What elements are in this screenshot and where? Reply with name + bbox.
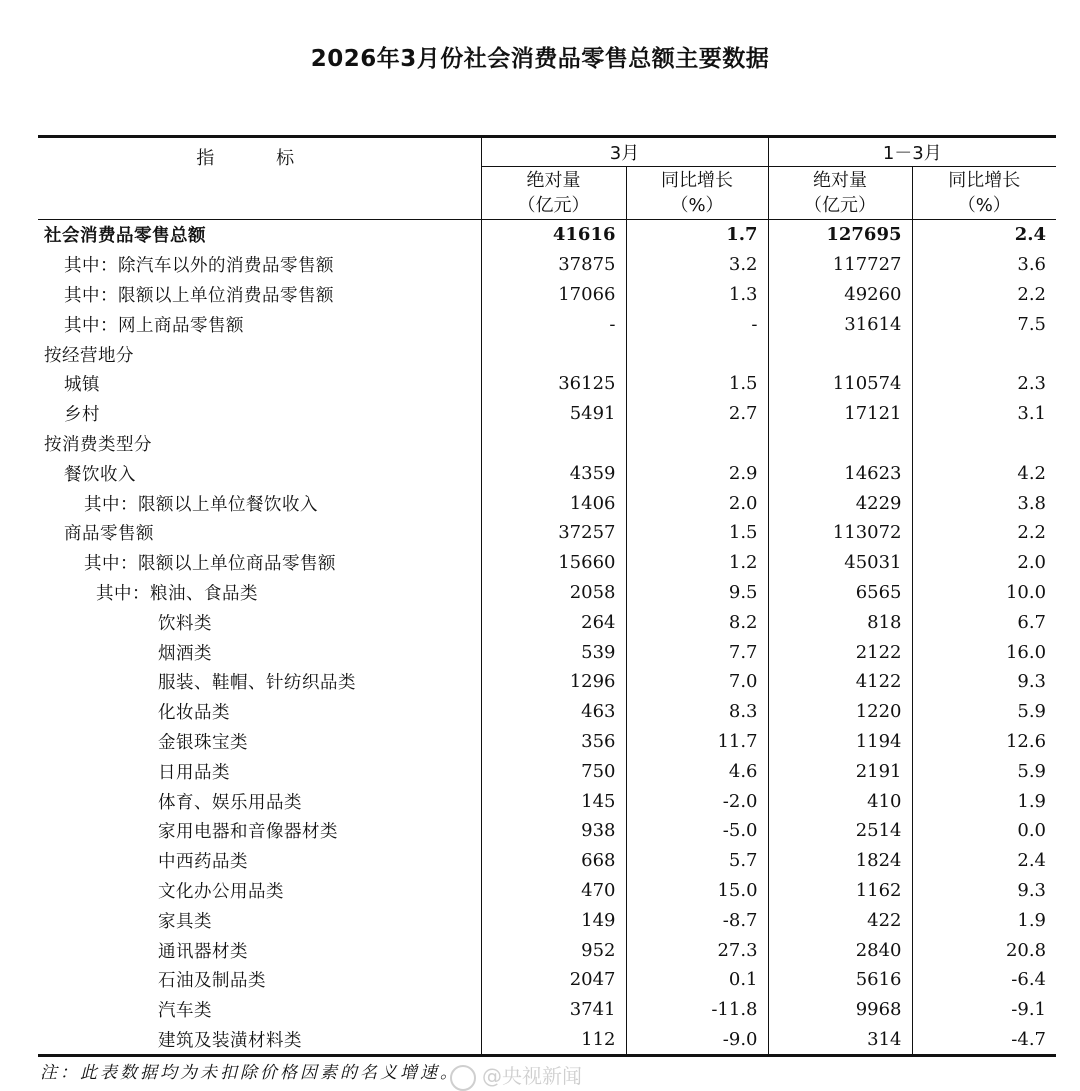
q1-yoy-cell: 2.0 — [912, 548, 1056, 578]
march-abs-cell: 37875 — [481, 250, 626, 280]
table-row — [38, 488, 1056, 518]
row-label: 家用电器和音像器材类 — [158, 822, 338, 843]
table-row — [38, 876, 1056, 906]
q1-yoy-cell: 2.4 — [912, 220, 1056, 250]
table-row — [38, 667, 1056, 697]
q1-abs-cell: 1162 — [768, 876, 912, 906]
table-row — [38, 250, 1056, 280]
march-yoy-cell: 4.6 — [626, 756, 768, 786]
march-yoy-cell: -5.0 — [626, 816, 768, 846]
march-abs-cell: 112 — [481, 1025, 626, 1056]
q1-yoy-cell: 3.1 — [912, 399, 1056, 429]
table-row — [38, 637, 1056, 667]
march-abs-cell: 37257 — [481, 518, 626, 548]
q1-abs-cell: 117727 — [768, 250, 912, 280]
march-abs-cell: 2047 — [481, 965, 626, 995]
abs-unit-title: 绝对量 — [813, 170, 868, 191]
footnote: 注：此表数据均为未扣除价格因素的名义增速。 — [40, 1063, 460, 1083]
q1-yoy-cell: 9.3 — [912, 876, 1056, 906]
q1-yoy-cell: 16.0 — [912, 637, 1056, 667]
q1-yoy-cell: 20.8 — [912, 935, 1056, 965]
q1-abs-cell: 4229 — [768, 488, 912, 518]
march-abs-cell: 2058 — [481, 578, 626, 608]
march-yoy-cell: 1.5 — [626, 518, 768, 548]
q1-abs-cell: 127695 — [768, 220, 912, 250]
indicator-header: 指 标 — [38, 137, 481, 220]
table-row — [38, 965, 1056, 995]
col-header-march-yoy — [626, 167, 768, 220]
march-yoy-cell: 2.9 — [626, 458, 768, 488]
march-abs-cell: 463 — [481, 697, 626, 727]
watermark-text: @央视新闻 — [482, 1064, 582, 1088]
q1-yoy-cell: 2.2 — [912, 280, 1056, 310]
march-yoy-cell: -11.8 — [626, 995, 768, 1025]
march-abs-cell: 36125 — [481, 369, 626, 399]
group-header-q1: 1－3月 — [768, 137, 1056, 167]
yoy-title: 同比增长 — [661, 170, 733, 191]
q1-abs-cell: 410 — [768, 786, 912, 816]
q1-yoy-cell: -6.4 — [912, 965, 1056, 995]
march-abs-cell — [481, 339, 626, 369]
row-label: 其中：限额以上单位餐饮收入 — [84, 494, 318, 515]
table-row — [38, 369, 1056, 399]
row-label: 其中：限额以上单位商品零售额 — [84, 554, 336, 575]
q1-abs-cell: 314 — [768, 1025, 912, 1056]
q1-yoy-cell: 7.5 — [912, 309, 1056, 339]
q1-abs-cell: 2840 — [768, 935, 912, 965]
march-yoy-cell: - — [626, 309, 768, 339]
march-abs-cell — [481, 429, 626, 459]
q1-yoy-cell: 3.6 — [912, 250, 1056, 280]
table-row — [38, 399, 1056, 429]
q1-abs-cell: 113072 — [768, 518, 912, 548]
q1-yoy-cell: 0.0 — [912, 816, 1056, 846]
table-row — [38, 548, 1056, 578]
march-abs-cell: 539 — [481, 637, 626, 667]
q1-abs-cell: 6565 — [768, 578, 912, 608]
q1-yoy-cell — [912, 429, 1056, 459]
march-abs-cell: 952 — [481, 935, 626, 965]
q1-abs-cell: 2514 — [768, 816, 912, 846]
q1-abs-cell — [768, 339, 912, 369]
q1-yoy-cell: -4.7 — [912, 1025, 1056, 1056]
q1-abs-cell: 45031 — [768, 548, 912, 578]
row-label: 其中：除汽车以外的消费品零售额 — [64, 256, 334, 277]
q1-yoy-cell: 2.2 — [912, 518, 1056, 548]
q1-yoy-cell: 5.9 — [912, 756, 1056, 786]
march-abs-cell: 145 — [481, 786, 626, 816]
q1-abs-cell: 31614 — [768, 309, 912, 339]
table-row — [38, 578, 1056, 608]
march-abs-cell: 750 — [481, 756, 626, 786]
march-yoy-cell: 0.1 — [626, 965, 768, 995]
row-label: 服装、鞋帽、针纺织品类 — [158, 673, 356, 694]
march-yoy-cell: 11.7 — [626, 727, 768, 757]
q1-abs-cell: 818 — [768, 607, 912, 637]
march-yoy-cell: 8.2 — [626, 607, 768, 637]
march-abs-cell: 470 — [481, 876, 626, 906]
row-label: 社会消费品零售总额 — [44, 226, 206, 247]
row-label: 饮料类 — [158, 613, 212, 634]
yoy-title: 同比增长 — [948, 170, 1021, 191]
q1-yoy-cell: 4.2 — [912, 458, 1056, 488]
march-yoy-cell: -8.7 — [626, 905, 768, 935]
table-row — [38, 1025, 1056, 1056]
row-label: 日用品类 — [158, 762, 230, 783]
march-abs-cell: 4359 — [481, 458, 626, 488]
march-abs-cell: 15660 — [481, 548, 626, 578]
q1-abs-cell: 2191 — [768, 756, 912, 786]
weibo-logo-icon — [450, 1065, 476, 1091]
abs-unit-title: 绝对量 — [526, 170, 581, 191]
q1-yoy-cell: 2.3 — [912, 369, 1056, 399]
march-yoy-cell: 15.0 — [626, 876, 768, 906]
table-row — [38, 518, 1056, 548]
row-label: 汽车类 — [158, 1001, 212, 1022]
q1-abs-cell: 1824 — [768, 846, 912, 876]
q1-abs-cell: 49260 — [768, 280, 912, 310]
q1-yoy-cell: 9.3 — [912, 667, 1056, 697]
march-abs-cell: - — [481, 309, 626, 339]
q1-yoy-cell: -9.1 — [912, 995, 1056, 1025]
table-row — [38, 697, 1056, 727]
row-label: 烟酒类 — [158, 643, 212, 664]
row-label: 金银珠宝类 — [158, 732, 248, 753]
row-label: 餐饮收入 — [64, 464, 136, 485]
row-label: 建筑及装潢材料类 — [158, 1030, 302, 1051]
yoy-unit: （%） — [957, 195, 1011, 216]
table-row — [38, 935, 1056, 965]
q1-abs-cell — [768, 429, 912, 459]
abs-unit: （亿元） — [517, 195, 590, 216]
retail-sales-table — [38, 135, 1056, 1057]
col-header-march-abs — [481, 167, 626, 220]
row-label: 按经营地分 — [44, 345, 134, 366]
q1-abs-cell: 1194 — [768, 727, 912, 757]
table-row — [38, 339, 1056, 369]
march-abs-cell: 41616 — [481, 220, 626, 250]
q1-yoy-cell: 6.7 — [912, 607, 1056, 637]
table-row — [38, 995, 1056, 1025]
march-abs-cell: 1296 — [481, 667, 626, 697]
row-label: 城镇 — [64, 375, 100, 396]
march-yoy-cell: 2.7 — [626, 399, 768, 429]
table-row — [38, 905, 1056, 935]
march-yoy-cell — [626, 429, 768, 459]
march-yoy-cell: 7.0 — [626, 667, 768, 697]
march-yoy-cell: 5.7 — [626, 846, 768, 876]
table-row — [38, 816, 1056, 846]
row-label: 化妆品类 — [158, 703, 230, 724]
march-yoy-cell: 1.7 — [626, 220, 768, 250]
page-title: 2026年3月份社会消费品零售总额主要数据 — [310, 46, 770, 72]
march-abs-cell: 5491 — [481, 399, 626, 429]
q1-abs-cell: 14623 — [768, 458, 912, 488]
march-yoy-cell: 3.2 — [626, 250, 768, 280]
q1-abs-cell: 5616 — [768, 965, 912, 995]
table-row — [38, 220, 1056, 250]
row-label: 商品零售额 — [64, 524, 154, 545]
table-row — [38, 309, 1056, 339]
q1-yoy-cell: 2.4 — [912, 846, 1056, 876]
row-label: 其中：粮油、食品类 — [96, 583, 258, 604]
q1-abs-cell: 2122 — [768, 637, 912, 667]
march-abs-cell: 17066 — [481, 280, 626, 310]
col-header-q1-abs — [768, 167, 912, 220]
row-label: 通讯器材类 — [158, 941, 248, 962]
row-label: 按消费类型分 — [44, 434, 152, 455]
march-yoy-cell: 2.0 — [626, 488, 768, 518]
q1-yoy-cell: 10.0 — [912, 578, 1056, 608]
row-label: 石油及制品类 — [158, 971, 266, 992]
march-abs-cell: 149 — [481, 905, 626, 935]
table-row — [38, 429, 1056, 459]
table-row — [38, 607, 1056, 637]
march-yoy-cell: 9.5 — [626, 578, 768, 608]
march-yoy-cell: 8.3 — [626, 697, 768, 727]
table-row — [38, 786, 1056, 816]
row-label: 其中：网上商品零售额 — [64, 315, 244, 336]
table-row — [38, 756, 1056, 786]
march-yoy-cell: 1.2 — [626, 548, 768, 578]
row-label: 家具类 — [158, 911, 212, 932]
row-label: 文化办公用品类 — [158, 881, 284, 902]
march-yoy-cell — [626, 339, 768, 369]
march-abs-cell: 668 — [481, 846, 626, 876]
group-header-march: 3月 — [481, 137, 768, 167]
march-abs-cell: 1406 — [481, 488, 626, 518]
table-body — [38, 220, 1056, 1056]
row-label: 中西药品类 — [158, 852, 248, 873]
q1-yoy-cell — [912, 339, 1056, 369]
watermark — [450, 1060, 582, 1091]
row-label: 乡村 — [64, 405, 100, 426]
header-row-groups — [38, 137, 1056, 167]
row-label: 体育、娱乐用品类 — [158, 792, 302, 813]
q1-abs-cell: 9968 — [768, 995, 912, 1025]
march-yoy-cell: -2.0 — [626, 786, 768, 816]
table-row — [38, 458, 1056, 488]
march-yoy-cell: 27.3 — [626, 935, 768, 965]
abs-unit: （亿元） — [804, 195, 877, 216]
q1-abs-cell: 17121 — [768, 399, 912, 429]
q1-yoy-cell: 3.8 — [912, 488, 1056, 518]
q1-yoy-cell: 12.6 — [912, 727, 1056, 757]
march-yoy-cell: -9.0 — [626, 1025, 768, 1056]
q1-abs-cell: 110574 — [768, 369, 912, 399]
march-abs-cell: 938 — [481, 816, 626, 846]
q1-abs-cell: 1220 — [768, 697, 912, 727]
q1-yoy-cell: 1.9 — [912, 786, 1056, 816]
table-row — [38, 280, 1056, 310]
q1-abs-cell: 4122 — [768, 667, 912, 697]
yoy-unit: （%） — [670, 195, 724, 216]
march-yoy-cell: 1.3 — [626, 280, 768, 310]
table-row — [38, 727, 1056, 757]
q1-abs-cell: 422 — [768, 905, 912, 935]
table-row — [38, 846, 1056, 876]
col-header-q1-yoy — [912, 167, 1056, 220]
march-yoy-cell: 1.5 — [626, 369, 768, 399]
march-abs-cell: 264 — [481, 607, 626, 637]
q1-yoy-cell: 5.9 — [912, 697, 1056, 727]
q1-yoy-cell: 1.9 — [912, 905, 1056, 935]
row-label: 其中：限额以上单位消费品零售额 — [64, 285, 334, 306]
march-yoy-cell: 7.7 — [626, 637, 768, 667]
march-abs-cell: 356 — [481, 727, 626, 757]
march-abs-cell: 3741 — [481, 995, 626, 1025]
